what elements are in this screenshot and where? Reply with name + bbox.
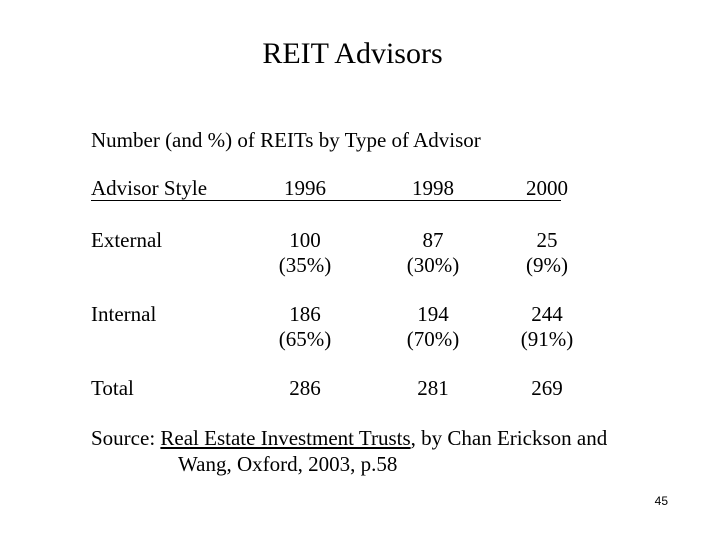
row-label-external: External	[91, 228, 163, 252]
header-year-1998: 1998	[412, 176, 454, 200]
page-number: 45	[654, 494, 668, 508]
internal-1996-count: 186	[289, 302, 321, 326]
total-2000-count: 269	[531, 376, 563, 400]
external-2000-count: 25	[536, 228, 558, 252]
external-1996-count: 100	[289, 228, 321, 252]
source-publisher-line: Wang, Oxford, 2003, p.58	[178, 452, 398, 476]
external-1998-count: 87	[422, 228, 444, 252]
source-citation	[91, 425, 607, 477]
source-prefix: Source:	[91, 426, 161, 450]
row-label-internal: Internal	[91, 302, 157, 326]
external-1998-percent: (30%)	[406, 253, 460, 277]
header-advisor-style: Advisor Style	[91, 176, 208, 200]
header-year-1996: 1996	[284, 176, 326, 200]
internal-1998-percent: (70%)	[406, 327, 460, 351]
external-1996-percent: (35%)	[278, 253, 332, 277]
table-caption: Number (and %) of REITs by Type of Advisor	[91, 128, 481, 152]
external-2000-percent: (9%)	[526, 253, 568, 277]
source-authors: , by Chan Erickson and	[410, 426, 608, 450]
internal-2000-count: 244	[531, 302, 563, 326]
internal-1998-count: 194	[417, 302, 449, 326]
slide-title: REIT Advisors	[262, 37, 443, 70]
source-book-title: Real Estate Investment Trusts	[160, 426, 411, 450]
total-1996-count: 286	[289, 376, 321, 400]
internal-2000-percent: (91%)	[520, 327, 574, 351]
internal-1996-percent: (65%)	[278, 327, 332, 351]
total-1998-count: 281	[417, 376, 449, 400]
row-label-total: Total	[91, 376, 134, 400]
header-year-2000: 2000	[526, 176, 568, 200]
